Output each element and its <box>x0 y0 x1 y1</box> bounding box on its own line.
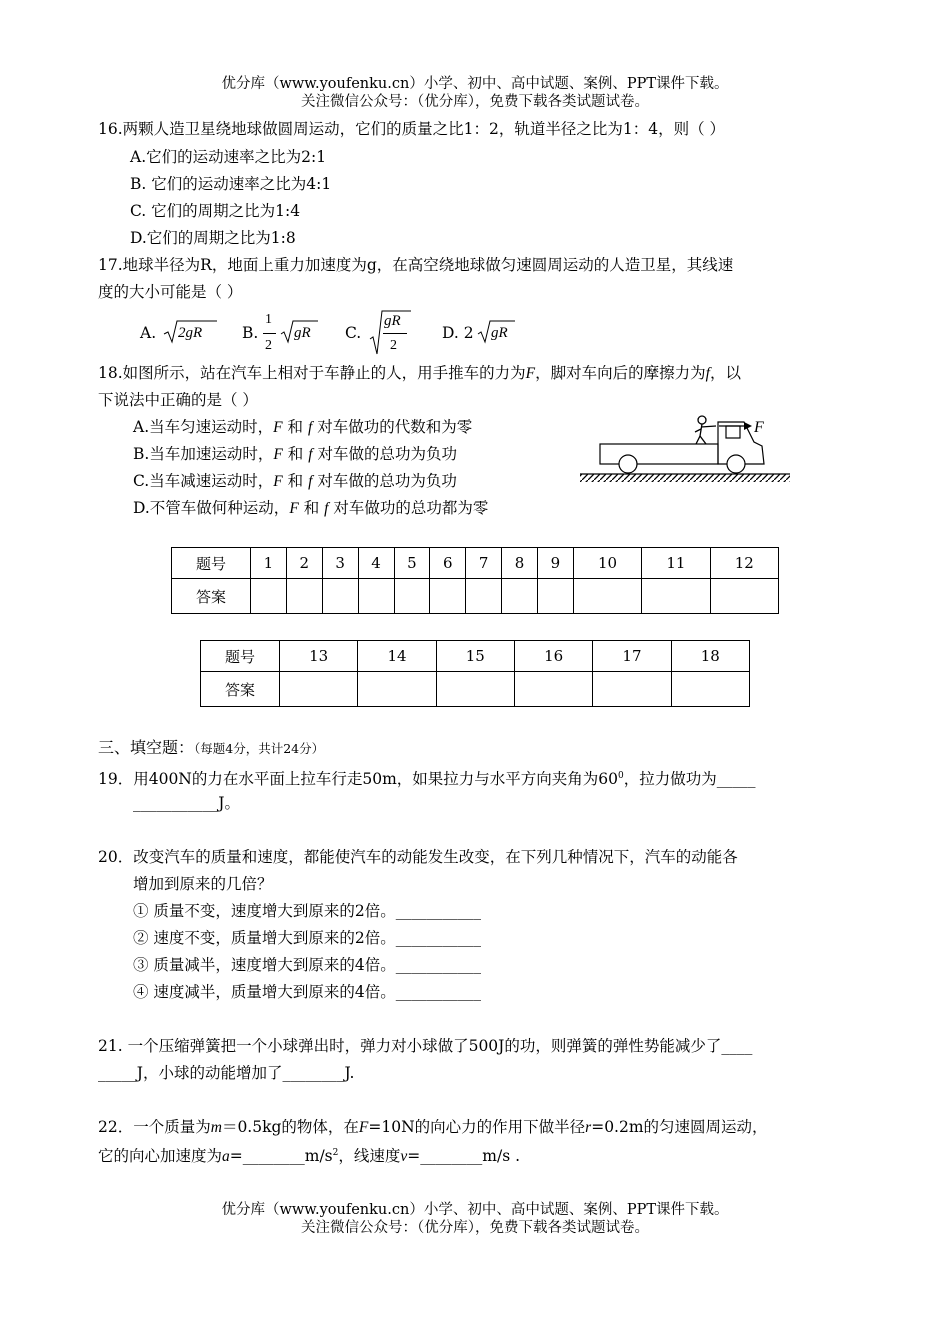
table-answer-head: 答案 <box>172 579 251 614</box>
q18-stem-1: 18.如图所示，站在汽车上相对于车静止的人，用手推车的力为F，脚对车向后的摩擦力为f，以 <box>98 364 741 382</box>
answer-cell[interactable] <box>710 579 778 614</box>
table-number-cell: 18 <box>671 641 749 672</box>
q20-item-2: ② 速度不变，质量增大到原来的2倍。___________ <box>133 929 482 947</box>
q22-line-1: 22．一个质量为m＝0.5kg的物体，在F=10N的向心力的作用下做半径r=0.2m的匀速圆周运动， <box>98 1118 768 1136</box>
footer-line-2: 关注微信公众号：（优分库），免费下载各类试题试卷。 <box>301 1220 649 1236</box>
q16-option-b: B. 它们的运动速率之比为4:1 <box>130 175 332 193</box>
answer-cell[interactable] <box>286 579 322 614</box>
q17-option-b-expr: gR <box>294 325 311 341</box>
force-label: F <box>754 419 764 436</box>
q21-line-1: 21. 一个压缩弹簧把一个小球弹出时，弹力对小球做了500J的功，则弹簧的弹性势能减少了____ <box>98 1037 753 1055</box>
table-number-cell: 7 <box>466 548 502 579</box>
table-number-cell: 13 <box>280 641 358 672</box>
answer-cell[interactable] <box>502 579 538 614</box>
q17-option-c-fraction-bar <box>383 333 407 334</box>
table-number-cell: 17 <box>593 641 671 672</box>
q17-option-c-denominator: 2 <box>390 338 397 353</box>
table-number-cell: 15 <box>436 641 514 672</box>
q17-option-c-numerator: gR <box>384 313 401 329</box>
table-answer-head: 答案 <box>201 672 280 707</box>
q20-item-3: ③ 质量减半，速度增大到原来的4倍。___________ <box>133 956 482 974</box>
person-icon <box>695 416 716 444</box>
table-number-cell: 6 <box>430 548 466 579</box>
q18-option-a: A.当车匀速运动时，F 和 f 对车做功的代数和为零 <box>133 418 473 436</box>
answer-cell[interactable] <box>280 672 358 707</box>
q17-option-b-fraction-bar <box>263 333 276 334</box>
answer-cell[interactable] <box>430 579 466 614</box>
answer-cell[interactable] <box>322 579 358 614</box>
table-number-cell: 12 <box>710 548 778 579</box>
q17-option-a-expr: 2gR <box>178 325 203 341</box>
q17-option-c-label: C. <box>345 324 362 342</box>
answer-cell[interactable] <box>358 672 436 707</box>
q17-option-b-label: B. <box>242 324 259 342</box>
table-number-cell: 11 <box>642 548 710 579</box>
table-number-cell: 3 <box>322 548 358 579</box>
answer-table-2-number-row <box>201 641 750 672</box>
q17-option-d-expr: gR <box>491 325 508 341</box>
ground <box>580 474 790 482</box>
q18-option-d: D.不管车做何种运动，F 和 f 对车做功的总功都为零 <box>133 499 489 517</box>
answer-cell[interactable] <box>671 672 749 707</box>
q17-option-b-numerator: 1 <box>265 312 272 327</box>
q17-option-d-label: D. 2 <box>442 324 474 342</box>
table-number-cell: 16 <box>514 641 592 672</box>
answer-cell[interactable] <box>394 579 430 614</box>
answer-cell[interactable] <box>538 579 574 614</box>
answer-table-1-number-row <box>172 548 779 579</box>
header-line-2: 关注微信公众号：（优分库），免费下载各类试题试卷。 <box>301 94 649 110</box>
section-3-heading: 三、填空题：（每题4分，共计24分） <box>98 738 325 757</box>
table-head-cell: 题号 <box>172 548 251 579</box>
answer-table-1-answer-row <box>172 579 779 614</box>
table-number-cell: 8 <box>502 548 538 579</box>
answer-cell[interactable] <box>251 579 287 614</box>
q22-line-2: 它的向心加速度为$a=\_\_\_\_\_\_\_\_m/s^2$，线速度v=________m/s . <box>98 1147 520 1166</box>
header-line-1: 优分库（www.youfenku.cn）小学、初中、高中试题、案例、PPT课件下载。 <box>221 76 729 92</box>
table-number-cell: 4 <box>358 548 394 579</box>
answer-cell[interactable] <box>358 579 394 614</box>
q20-line-2: 增加到原来的几倍？ <box>133 875 273 893</box>
q20-item-1: ① 质量不变，速度增大到原来的2倍。___________ <box>133 902 482 920</box>
answer-cell[interactable] <box>642 579 710 614</box>
q17-option-a-label: A. <box>140 324 157 342</box>
answer-cell[interactable] <box>466 579 502 614</box>
table-head-cell: 题号 <box>201 641 280 672</box>
q16-option-d: D.它们的周期之比为1:8 <box>130 229 296 247</box>
table-number-cell: 14 <box>358 641 436 672</box>
q18-stem-2: 下说法中正确的是（ ） <box>98 391 258 409</box>
q19-line-1: 19．用400N的力在水平面上拉车行走50m，如果拉力与水平方向夹角为$60^0$，拉力做功为_____ <box>98 770 756 789</box>
table-number-cell: 10 <box>573 548 641 579</box>
q16-option-a: A.它们的运动速率之比为2:1 <box>130 148 327 166</box>
answer-table-1 <box>171 547 779 614</box>
answer-cell[interactable] <box>436 672 514 707</box>
answer-cell[interactable] <box>593 672 671 707</box>
q16-option-c: C. 它们的周期之比为1:4 <box>130 202 301 220</box>
table-number-cell: 5 <box>394 548 430 579</box>
q20-line-1: 20．改变汽车的质量和速度，都能使汽车的动能发生改变，在下列几种情况下，汽车的动能各 <box>98 848 738 866</box>
table-number-cell: 1 <box>251 548 287 579</box>
table-number-cell: 9 <box>538 548 574 579</box>
q17-stem-1: 17.地球半径为R，地面上重力加速度为g，在高空绕地球做匀速圆周运动的人造卫星，其线速 <box>98 256 734 274</box>
q18-truck-figure <box>576 408 796 488</box>
q17-option-b-denominator: 2 <box>265 338 272 353</box>
q20-item-4: ④ 速度减半，质量增大到原来的4倍。___________ <box>133 983 482 1001</box>
answer-cell[interactable] <box>514 672 592 707</box>
q18-option-c: C.当车减速运动时，F 和 f 对车做的总功为负功 <box>133 472 457 490</box>
q21-line-2: _____J，小球的动能增加了________J. <box>98 1064 355 1082</box>
footer-line-1: 优分库（www.youfenku.cn）小学、初中、高中试题、案例、PPT课件下载。 <box>221 1202 729 1218</box>
answer-cell[interactable] <box>573 579 641 614</box>
q19-line-2: ___________J。 <box>133 794 240 812</box>
table-number-cell: 2 <box>286 548 322 579</box>
q16-stem: 16.两颗人造卫星绕地球做圆周运动，它们的质量之比1：2，轨道半径之比为1：4，则（ ） <box>98 120 726 138</box>
answer-table-2-answer-row <box>201 672 750 707</box>
answer-table-2 <box>200 640 750 707</box>
q17-stem-2: 度的大小可能是（ ） <box>98 283 243 301</box>
q18-option-b: B.当车加速运动时，F 和 f 对车做的总功为负功 <box>133 445 457 463</box>
truck <box>600 422 764 473</box>
